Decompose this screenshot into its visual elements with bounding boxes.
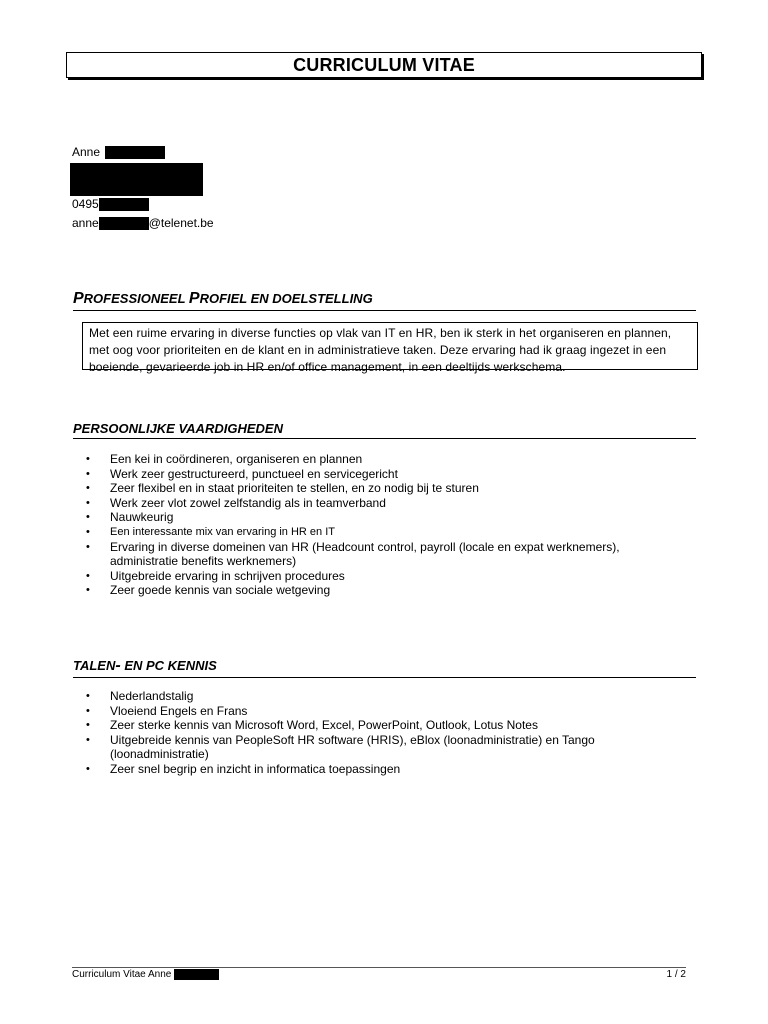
redacted-address bbox=[70, 163, 203, 196]
footer-left bbox=[72, 969, 219, 981]
heading-part: EN PC KENNIS bbox=[120, 658, 217, 673]
heading-part: TALEN bbox=[73, 658, 116, 673]
redacted-email bbox=[99, 217, 149, 230]
redacted-surname bbox=[105, 146, 165, 159]
contact-phone bbox=[72, 197, 149, 211]
languages-list bbox=[86, 689, 666, 777]
list-item: • Zeer sterke kennis van Microsoft Word, Excel, PowerPoint, Outlook, Lotus Notes bbox=[86, 718, 666, 733]
list-item: • Zeer flexibel en in staat prioriteiten te stellen, en zo nodig bij te sturen bbox=[86, 481, 676, 496]
list-item: • Zeer goede kennis van sociale wetgeving bbox=[86, 583, 676, 598]
email-prefix: anne bbox=[72, 216, 99, 230]
page-footer bbox=[72, 967, 686, 981]
list-item: • Vloeiend Engels en Frans bbox=[86, 704, 666, 719]
redacted-footer-surname bbox=[174, 969, 219, 980]
list-item: • Nauwkeurig bbox=[86, 510, 676, 525]
heading-initial: P bbox=[73, 290, 84, 307]
contact-name bbox=[72, 145, 165, 159]
languages-heading bbox=[73, 657, 696, 678]
heading-dash: - bbox=[115, 657, 121, 674]
redacted-phone bbox=[99, 198, 149, 211]
first-name: Anne bbox=[72, 145, 101, 159]
list-item: • Zeer snel begrip en inzicht in informatica toepassingen bbox=[86, 762, 666, 777]
profile-heading bbox=[73, 290, 696, 311]
list-item: • Werk zeer vlot zowel zelfstandig als in teamverband bbox=[86, 496, 676, 511]
list-item: • Een kei in coördineren, organiseren en plannen bbox=[86, 452, 676, 467]
skills-list bbox=[86, 452, 676, 598]
list-item: • Uitgebreide ervaring in schrijven procedures bbox=[86, 569, 676, 584]
list-item: • Nederlandstalig bbox=[86, 689, 666, 704]
skills-heading: PERSOONLIJKE VAARDIGHEDEN bbox=[73, 421, 696, 439]
list-item: • Ervaring in diverse domeinen van HR (Headcount control, payroll (locale en expat werknemers), administratie benefits werknemers) bbox=[86, 540, 676, 569]
list-item: • Een interessante mix van ervaring in HR en IT bbox=[86, 525, 676, 540]
contact-email bbox=[72, 216, 214, 230]
heading-part: ROFESSIONEEL bbox=[83, 291, 189, 306]
heading-initial: P bbox=[188, 290, 200, 307]
email-suffix: @telenet.be bbox=[148, 216, 214, 230]
list-item: • Werk zeer gestructureerd, punctueel en servicegericht bbox=[86, 467, 676, 482]
heading-part: ROFIEL EN DOELSTELLING bbox=[199, 291, 373, 306]
profile-text: Met een ruime ervaring in diverse functies op vlak van IT en HR, ben ik sterk in het organiseren en plannen, met oog voor prioriteiten en de klant en in administratieve taken. Deze ervaring had ik graag ingezet in een boeiende, gevarieerde job in HR en/of office management, in een deeltijds werkschema. bbox=[82, 322, 698, 370]
page-number: 1 / 2 bbox=[666, 969, 686, 980]
list-item: • Uitgebreide kennis van PeopleSoft HR software (HRIS), eBlox (loonadministratie) en Tango (loonadministratie) bbox=[86, 733, 666, 762]
phone-prefix: 0495 bbox=[72, 197, 99, 211]
document-title: CURRICULUM VITAE bbox=[66, 52, 702, 78]
footer-label: Curriculum Vitae Anne bbox=[72, 969, 172, 981]
